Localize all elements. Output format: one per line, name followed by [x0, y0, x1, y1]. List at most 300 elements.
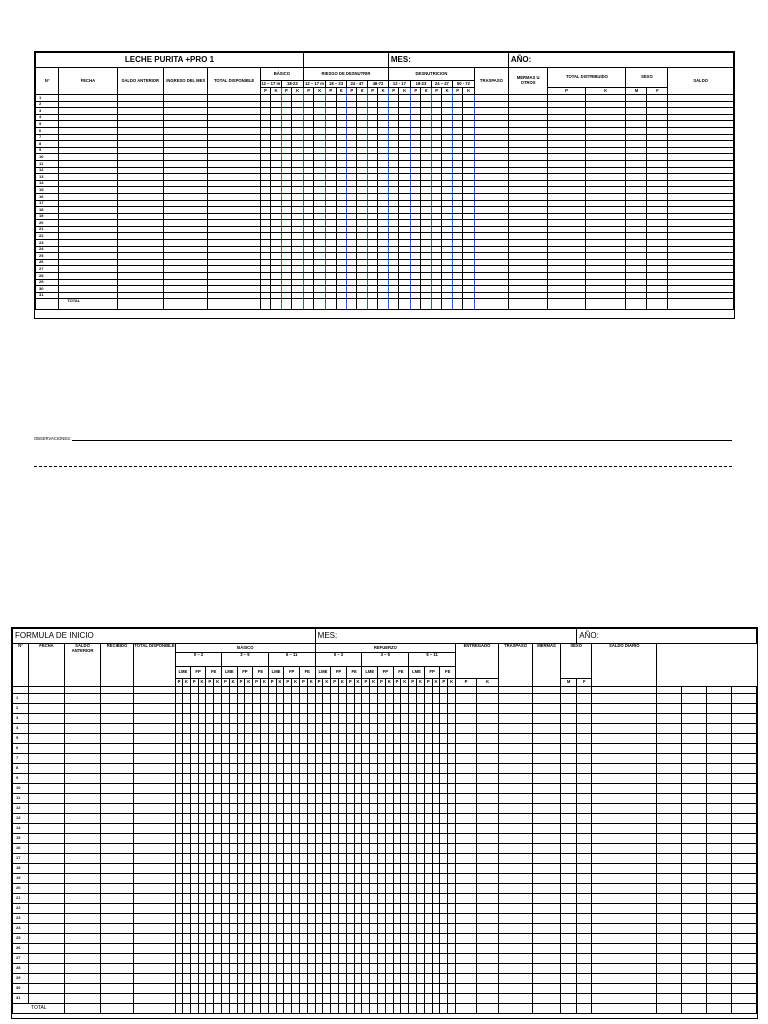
entry-cell[interactable] [707, 754, 732, 764]
entry-cell[interactable] [499, 734, 533, 744]
entry-cell[interactable] [682, 964, 707, 974]
entry-cell[interactable] [303, 279, 313, 286]
entry-cell[interactable] [388, 174, 398, 181]
entry-cell[interactable] [29, 874, 65, 884]
entry-cell[interactable] [370, 964, 378, 974]
entry-cell[interactable] [442, 127, 452, 134]
entry-cell[interactable] [331, 984, 339, 994]
entry-cell[interactable] [362, 984, 370, 994]
entry-cell[interactable] [339, 944, 347, 954]
total-cell[interactable] [354, 1004, 362, 1014]
entry-cell[interactable] [424, 764, 432, 774]
entry-cell[interactable] [424, 734, 432, 744]
entry-cell[interactable] [323, 794, 331, 804]
entry-cell[interactable] [448, 824, 456, 834]
entry-cell[interactable] [315, 734, 323, 744]
entry-cell[interactable] [206, 964, 214, 974]
entry-cell[interactable] [65, 954, 101, 964]
entry-cell[interactable] [417, 724, 425, 734]
entry-cell[interactable] [65, 734, 101, 744]
entry-cell[interactable] [388, 141, 398, 148]
entry-cell[interactable] [668, 240, 734, 247]
entry-cell[interactable] [424, 814, 432, 824]
entry-cell[interactable] [331, 744, 339, 754]
entry-cell[interactable] [424, 774, 432, 784]
entry-cell[interactable] [409, 774, 417, 784]
entry-cell[interactable] [442, 134, 452, 141]
entry-cell[interactable] [585, 253, 626, 260]
entry-cell[interactable] [668, 134, 734, 141]
entry-cell[interactable] [281, 220, 291, 227]
entry-cell[interactable] [388, 187, 398, 194]
entry-cell[interactable] [190, 884, 198, 894]
entry-cell[interactable] [378, 834, 386, 844]
entry-cell[interactable] [101, 984, 134, 994]
entry-cell[interactable] [346, 687, 354, 694]
entry-cell[interactable] [626, 233, 647, 240]
entry-cell[interactable] [378, 279, 388, 286]
entry-cell[interactable] [347, 127, 357, 134]
entry-cell[interactable] [198, 754, 206, 764]
entry-cell[interactable] [647, 160, 668, 167]
entry-cell[interactable] [299, 824, 307, 834]
entry-cell[interactable] [370, 734, 378, 744]
entry-cell[interactable] [260, 121, 270, 128]
entry-cell[interactable] [533, 764, 561, 774]
entry-cell[interactable] [452, 95, 462, 102]
entry-cell[interactable] [208, 259, 260, 266]
entry-cell[interactable] [323, 824, 331, 834]
entry-cell[interactable] [29, 724, 65, 734]
entry-cell[interactable] [732, 794, 757, 804]
entry-cell[interactable] [237, 914, 245, 924]
entry-cell[interactable] [548, 213, 585, 220]
entry-cell[interactable] [367, 174, 377, 181]
entry-cell[interactable] [281, 108, 291, 115]
entry-cell[interactable] [367, 154, 377, 161]
entry-cell[interactable] [260, 167, 270, 174]
entry-cell[interactable] [326, 101, 336, 108]
entry-cell[interactable] [626, 101, 647, 108]
entry-cell[interactable] [577, 687, 592, 694]
entry-cell[interactable] [260, 834, 268, 844]
entry-cell[interactable] [315, 794, 323, 804]
entry-cell[interactable] [253, 894, 261, 904]
entry-cell[interactable] [378, 220, 388, 227]
entry-cell[interactable] [385, 954, 393, 964]
entry-cell[interactable] [561, 704, 577, 714]
entry-cell[interactable] [245, 734, 253, 744]
entry-cell[interactable] [245, 774, 253, 784]
entry-cell[interactable] [134, 994, 176, 1004]
entry-cell[interactable] [448, 924, 456, 934]
entry-cell[interactable] [260, 147, 270, 154]
entry-cell[interactable] [533, 964, 561, 974]
entry-cell[interactable] [362, 994, 370, 1004]
entry-cell[interactable] [198, 844, 206, 854]
mes-label[interactable]: MES: [388, 53, 508, 68]
entry-cell[interactable] [585, 259, 626, 266]
entry-cell[interactable] [401, 854, 409, 864]
entry-cell[interactable] [409, 934, 417, 944]
entry-cell[interactable] [393, 834, 401, 844]
entry-cell[interactable] [323, 834, 331, 844]
entry-cell[interactable] [268, 694, 276, 704]
entry-cell[interactable] [315, 724, 323, 734]
entry-cell[interactable] [307, 944, 315, 954]
entry-cell[interactable] [117, 180, 164, 187]
entry-cell[interactable] [281, 286, 291, 293]
entry-cell[interactable] [284, 714, 292, 724]
entry-cell[interactable] [237, 904, 245, 914]
entry-cell[interactable] [409, 814, 417, 824]
entry-cell[interactable] [647, 114, 668, 121]
entry-cell[interactable] [393, 724, 401, 734]
entry-cell[interactable] [206, 774, 214, 784]
entry-cell[interactable] [362, 854, 370, 864]
entry-cell[interactable] [307, 754, 315, 764]
entry-cell[interactable] [431, 154, 441, 161]
entry-cell[interactable] [347, 174, 357, 181]
entry-cell[interactable] [326, 286, 336, 293]
entry-cell[interactable] [208, 121, 260, 128]
entry-cell[interactable] [253, 784, 261, 794]
entry-cell[interactable] [65, 764, 101, 774]
entry-cell[interactable] [198, 734, 206, 744]
entry-cell[interactable] [347, 101, 357, 108]
entry-cell[interactable] [331, 864, 339, 874]
entry-cell[interactable] [385, 774, 393, 784]
entry-cell[interactable] [448, 884, 456, 894]
entry-cell[interactable] [592, 824, 657, 834]
entry-cell[interactable] [474, 220, 508, 227]
entry-cell[interactable] [65, 914, 101, 924]
entry-cell[interactable] [292, 134, 304, 141]
entry-cell[interactable] [411, 240, 421, 247]
entry-cell[interactable] [577, 864, 592, 874]
entry-cell[interactable] [421, 266, 431, 273]
entry-cell[interactable] [292, 734, 300, 744]
entry-cell[interactable] [499, 954, 533, 964]
ano-label[interactable]: AÑO: [577, 629, 757, 644]
entry-cell[interactable] [474, 134, 508, 141]
entry-cell[interactable] [393, 914, 401, 924]
entry-cell[interactable] [399, 253, 411, 260]
entry-cell[interactable] [336, 193, 346, 200]
entry-cell[interactable] [299, 724, 307, 734]
entry-cell[interactable] [707, 984, 732, 994]
entry-cell[interactable] [668, 213, 734, 220]
entry-cell[interactable] [284, 964, 292, 974]
entry-cell[interactable] [592, 924, 657, 934]
entry-cell[interactable] [354, 964, 362, 974]
entry-cell[interactable] [732, 774, 757, 784]
entry-cell[interactable] [284, 774, 292, 784]
entry-cell[interactable] [253, 854, 261, 864]
entry-cell[interactable] [284, 924, 292, 934]
entry-cell[interactable] [314, 134, 326, 141]
entry-cell[interactable] [183, 734, 191, 744]
entry-cell[interactable] [424, 824, 432, 834]
entry-cell[interactable] [385, 734, 393, 744]
entry-cell[interactable] [281, 193, 291, 200]
entry-cell[interactable] [732, 824, 757, 834]
entry-cell[interactable] [303, 174, 313, 181]
entry-cell[interactable] [176, 924, 183, 934]
entry-cell[interactable] [190, 694, 198, 704]
entry-cell[interactable] [647, 193, 668, 200]
entry-cell[interactable] [221, 704, 229, 714]
entry-cell[interactable] [393, 734, 401, 744]
entry-cell[interactable] [314, 174, 326, 181]
entry-cell[interactable] [378, 101, 388, 108]
total-cell[interactable] [221, 1004, 229, 1014]
entry-cell[interactable] [101, 754, 134, 764]
entry-cell[interactable] [183, 694, 191, 704]
total-cell[interactable] [440, 1004, 448, 1014]
entry-cell[interactable] [463, 266, 475, 273]
entry-cell[interactable] [281, 226, 291, 233]
entry-cell[interactable] [732, 804, 757, 814]
entry-cell[interactable] [354, 824, 362, 834]
entry-cell[interactable] [253, 994, 261, 1004]
entry-cell[interactable] [101, 934, 134, 944]
entry-cell[interactable] [176, 774, 183, 784]
entry-cell[interactable] [198, 984, 206, 994]
entry-cell[interactable] [393, 844, 401, 854]
entry-cell[interactable] [411, 266, 421, 273]
entry-cell[interactable] [268, 804, 276, 814]
entry-cell[interactable] [409, 834, 417, 844]
entry-cell[interactable] [176, 714, 183, 724]
entry-cell[interactable] [499, 964, 533, 974]
entry-cell[interactable] [401, 914, 409, 924]
entry-cell[interactable] [284, 914, 292, 924]
entry-cell[interactable] [378, 147, 388, 154]
entry-cell[interactable] [357, 193, 367, 200]
entry-cell[interactable] [411, 220, 421, 227]
entry-cell[interactable] [668, 121, 734, 128]
entry-cell[interactable] [268, 704, 276, 714]
entry-cell[interactable] [299, 754, 307, 764]
entry-cell[interactable] [378, 934, 386, 944]
entry-cell[interactable] [281, 160, 291, 167]
entry-cell[interactable] [245, 974, 253, 984]
entry-cell[interactable] [307, 844, 315, 854]
entry-cell[interactable] [452, 114, 462, 121]
entry-cell[interactable] [378, 874, 386, 884]
entry-cell[interactable] [29, 754, 65, 764]
entry-cell[interactable] [362, 764, 370, 774]
entry-cell[interactable] [208, 200, 260, 207]
entry-cell[interactable] [206, 744, 214, 754]
entry-cell[interactable] [474, 240, 508, 247]
entry-cell[interactable] [411, 273, 421, 280]
entry-cell[interactable] [271, 121, 281, 128]
entry-cell[interactable] [303, 154, 313, 161]
entry-cell[interactable] [626, 279, 647, 286]
entry-cell[interactable] [626, 200, 647, 207]
entry-cell[interactable] [292, 687, 300, 694]
entry-cell[interactable] [463, 226, 475, 233]
entry-cell[interactable] [417, 894, 425, 904]
entry-cell[interactable] [347, 154, 357, 161]
entry-cell[interactable] [411, 95, 421, 102]
total-cell[interactable] [409, 1004, 417, 1014]
entry-cell[interactable] [221, 904, 229, 914]
entry-cell[interactable] [440, 694, 448, 704]
entry-cell[interactable] [292, 964, 300, 974]
entry-cell[interactable] [357, 292, 367, 299]
entry-cell[interactable] [315, 814, 323, 824]
entry-cell[interactable] [456, 764, 477, 774]
entry-cell[interactable] [499, 814, 533, 824]
entry-cell[interactable] [245, 724, 253, 734]
total-cell[interactable] [452, 299, 462, 310]
entry-cell[interactable] [303, 200, 313, 207]
entry-cell[interactable] [229, 854, 237, 864]
entry-cell[interactable] [561, 904, 577, 914]
entry-cell[interactable] [292, 240, 304, 247]
entry-cell[interactable] [190, 894, 198, 904]
entry-cell[interactable] [668, 266, 734, 273]
entry-cell[interactable] [732, 894, 757, 904]
entry-cell[interactable] [323, 894, 331, 904]
entry-cell[interactable] [315, 894, 323, 904]
entry-cell[interactable] [276, 814, 284, 824]
entry-cell[interactable] [370, 994, 378, 1004]
entry-cell[interactable] [399, 273, 411, 280]
entry-cell[interactable] [190, 824, 198, 834]
entry-cell[interactable] [362, 824, 370, 834]
entry-cell[interactable] [362, 924, 370, 934]
entry-cell[interactable] [417, 804, 425, 814]
entry-cell[interactable] [474, 253, 508, 260]
entry-cell[interactable] [214, 974, 222, 984]
entry-cell[interactable] [101, 964, 134, 974]
entry-cell[interactable] [561, 774, 577, 784]
entry-cell[interactable] [682, 894, 707, 904]
entry-cell[interactable] [393, 964, 401, 974]
entry-cell[interactable] [499, 924, 533, 934]
entry-cell[interactable] [668, 273, 734, 280]
entry-cell[interactable] [292, 213, 304, 220]
entry-cell[interactable] [245, 884, 253, 894]
entry-cell[interactable] [432, 934, 440, 944]
entry-cell[interactable] [409, 884, 417, 894]
entry-cell[interactable] [424, 904, 432, 914]
entry-cell[interactable] [307, 794, 315, 804]
entry-cell[interactable] [339, 974, 347, 984]
entry-cell[interactable] [421, 246, 431, 253]
entry-cell[interactable] [421, 167, 431, 174]
entry-cell[interactable] [221, 794, 229, 804]
entry-cell[interactable] [585, 180, 626, 187]
entry-cell[interactable] [229, 814, 237, 824]
entry-cell[interactable] [657, 784, 682, 794]
entry-cell[interactable] [237, 984, 245, 994]
entry-cell[interactable] [477, 904, 499, 914]
entry-cell[interactable] [134, 814, 176, 824]
entry-cell[interactable] [29, 764, 65, 774]
entry-cell[interactable] [707, 994, 732, 1004]
entry-cell[interactable] [208, 193, 260, 200]
entry-cell[interactable] [440, 964, 448, 974]
entry-cell[interactable] [431, 207, 441, 214]
entry-cell[interactable] [463, 174, 475, 181]
entry-cell[interactable] [440, 844, 448, 854]
entry-cell[interactable] [303, 180, 313, 187]
entry-cell[interactable] [253, 804, 261, 814]
entry-cell[interactable] [499, 904, 533, 914]
entry-cell[interactable] [367, 213, 377, 220]
entry-cell[interactable] [271, 160, 281, 167]
entry-cell[interactable] [65, 864, 101, 874]
entry-cell[interactable] [499, 724, 533, 734]
entry-cell[interactable] [452, 266, 462, 273]
entry-cell[interactable] [323, 984, 331, 994]
entry-cell[interactable] [440, 914, 448, 924]
entry-cell[interactable] [237, 804, 245, 814]
entry-cell[interactable] [281, 187, 291, 194]
entry-cell[interactable] [401, 744, 409, 754]
entry-cell[interactable] [221, 814, 229, 824]
entry-cell[interactable] [474, 180, 508, 187]
entry-cell[interactable] [378, 207, 388, 214]
entry-cell[interactable] [411, 180, 421, 187]
entry-cell[interactable] [101, 784, 134, 794]
entry-cell[interactable] [442, 213, 452, 220]
entry-cell[interactable] [331, 704, 339, 714]
entry-cell[interactable] [314, 154, 326, 161]
entry-cell[interactable] [268, 794, 276, 804]
entry-cell[interactable] [533, 934, 561, 944]
entry-cell[interactable] [474, 167, 508, 174]
entry-cell[interactable] [707, 934, 732, 944]
entry-cell[interactable] [260, 187, 270, 194]
entry-cell[interactable] [303, 121, 313, 128]
entry-cell[interactable] [357, 127, 367, 134]
entry-cell[interactable] [385, 884, 393, 894]
entry-cell[interactable] [314, 253, 326, 260]
entry-cell[interactable] [346, 814, 354, 824]
total-cell[interactable] [237, 1004, 245, 1014]
entry-cell[interactable] [378, 844, 386, 854]
entry-cell[interactable] [432, 714, 440, 724]
entry-cell[interactable] [117, 154, 164, 161]
entry-cell[interactable] [548, 127, 585, 134]
entry-cell[interactable] [354, 814, 362, 824]
entry-cell[interactable] [499, 694, 533, 704]
entry-cell[interactable] [164, 180, 208, 187]
entry-cell[interactable] [456, 744, 477, 754]
entry-cell[interactable] [647, 286, 668, 293]
entry-cell[interactable] [432, 744, 440, 754]
entry-cell[interactable] [548, 226, 585, 233]
entry-cell[interactable] [268, 734, 276, 744]
entry-cell[interactable] [237, 724, 245, 734]
entry-cell[interactable] [190, 994, 198, 1004]
entry-cell[interactable] [245, 814, 253, 824]
entry-cell[interactable] [260, 744, 268, 754]
entry-cell[interactable] [183, 714, 191, 724]
entry-cell[interactable] [442, 273, 452, 280]
entry-cell[interactable] [346, 744, 354, 754]
entry-cell[interactable] [59, 259, 117, 266]
entry-cell[interactable] [101, 714, 134, 724]
entry-cell[interactable] [626, 226, 647, 233]
entry-cell[interactable] [331, 754, 339, 764]
